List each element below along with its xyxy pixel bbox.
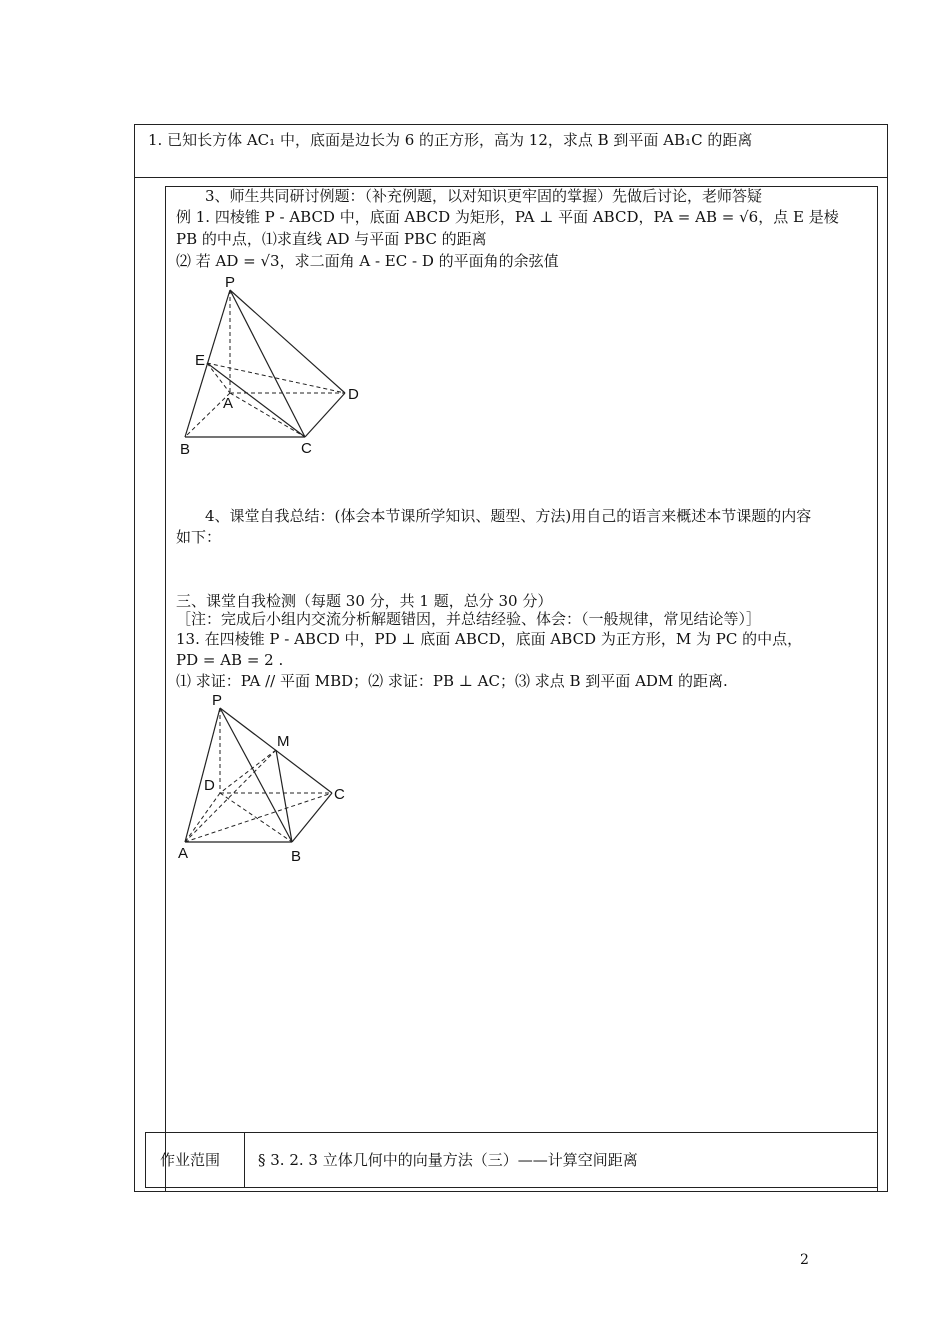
problem-1: 1. 已知长方体 AC₁ 中，底面是边长为 6 的正方形，高为 12，求点 B 到平面 AB₁C 的距离 [148, 131, 753, 149]
label-A: A [178, 845, 189, 862]
label-C: C [301, 440, 312, 457]
edge-AC [185, 793, 332, 842]
pyramid-figure-1 [175, 275, 375, 460]
edge-CD [305, 393, 345, 437]
edge-PA [185, 708, 220, 842]
edge-MD [220, 750, 276, 793]
question13-line3: ⑴ 求证：PA // 平面 MBD；⑵ 求证：PB ⊥ AC；⑶ 求点 B 到平面 ADM 的距离. [176, 672, 728, 690]
example1-line1: 例 1. 四棱锥 P - ABCD 中，底面 ABCD 为矩形，PA ⊥ 平面 ABCD，PA = AB = √6，点 E 是棱 [176, 208, 839, 226]
self-test-heading: 三、课堂自我检测（每题 30 分，共 1 题，总分 30 分） [176, 592, 553, 610]
label-A: A [223, 395, 234, 412]
edge-DB [220, 793, 292, 842]
label-E: E [195, 352, 206, 369]
homework-content: § 3. 2. 3 立体几何中的向量方法（三）——计算空间距离 [258, 1151, 638, 1169]
question13-line2: PD = AB = 2 . [176, 651, 284, 669]
label-B: B [180, 441, 191, 458]
label-P: P [225, 275, 236, 291]
page-number: 2 [800, 1252, 809, 1268]
edge-DA [185, 793, 220, 842]
section4-line2: 如下： [176, 528, 222, 546]
example1-line3: ⑵ 若 AD = √3，求二面角 A - EC - D 的平面角的余弦值 [176, 252, 559, 270]
self-test-note: ［注：完成后小组内交流分析解题错因，并总结经验、体会：（一般规律，常见结论等）］ [176, 610, 762, 628]
label-D: D [204, 777, 215, 794]
label-D: D [348, 386, 359, 403]
label-M: M [277, 733, 290, 750]
section4-line1: 4、课堂自我总结：(体会本节课所学知识、题型、方法)用自己的语言来概述本节课题的内容 [205, 507, 812, 525]
pyramid-figure-2 [172, 690, 362, 865]
edge-MA [185, 750, 276, 842]
question13-line1: 13. 在四棱锥 P - ABCD 中，PD ⊥ 底面 ABCD，底面 ABCD 为正方形，M 为 PC 的中点， [176, 630, 803, 648]
edge-PB [220, 708, 292, 842]
edge-PD [230, 290, 345, 393]
label-B: B [291, 848, 302, 865]
section3-heading: 3、师生共同研讨例题：（补充例题，以对知识更牢固的掌握）先做后讨论，老师答疑 [205, 187, 763, 205]
homework-label: 作业范围 [160, 1151, 221, 1169]
label-C: C [334, 786, 345, 803]
edge-BC [292, 793, 332, 842]
example1-line2: PB 的中点，⑴求直线 AD 与平面 PBC 的距离 [176, 230, 487, 248]
label-P: P [212, 692, 223, 709]
